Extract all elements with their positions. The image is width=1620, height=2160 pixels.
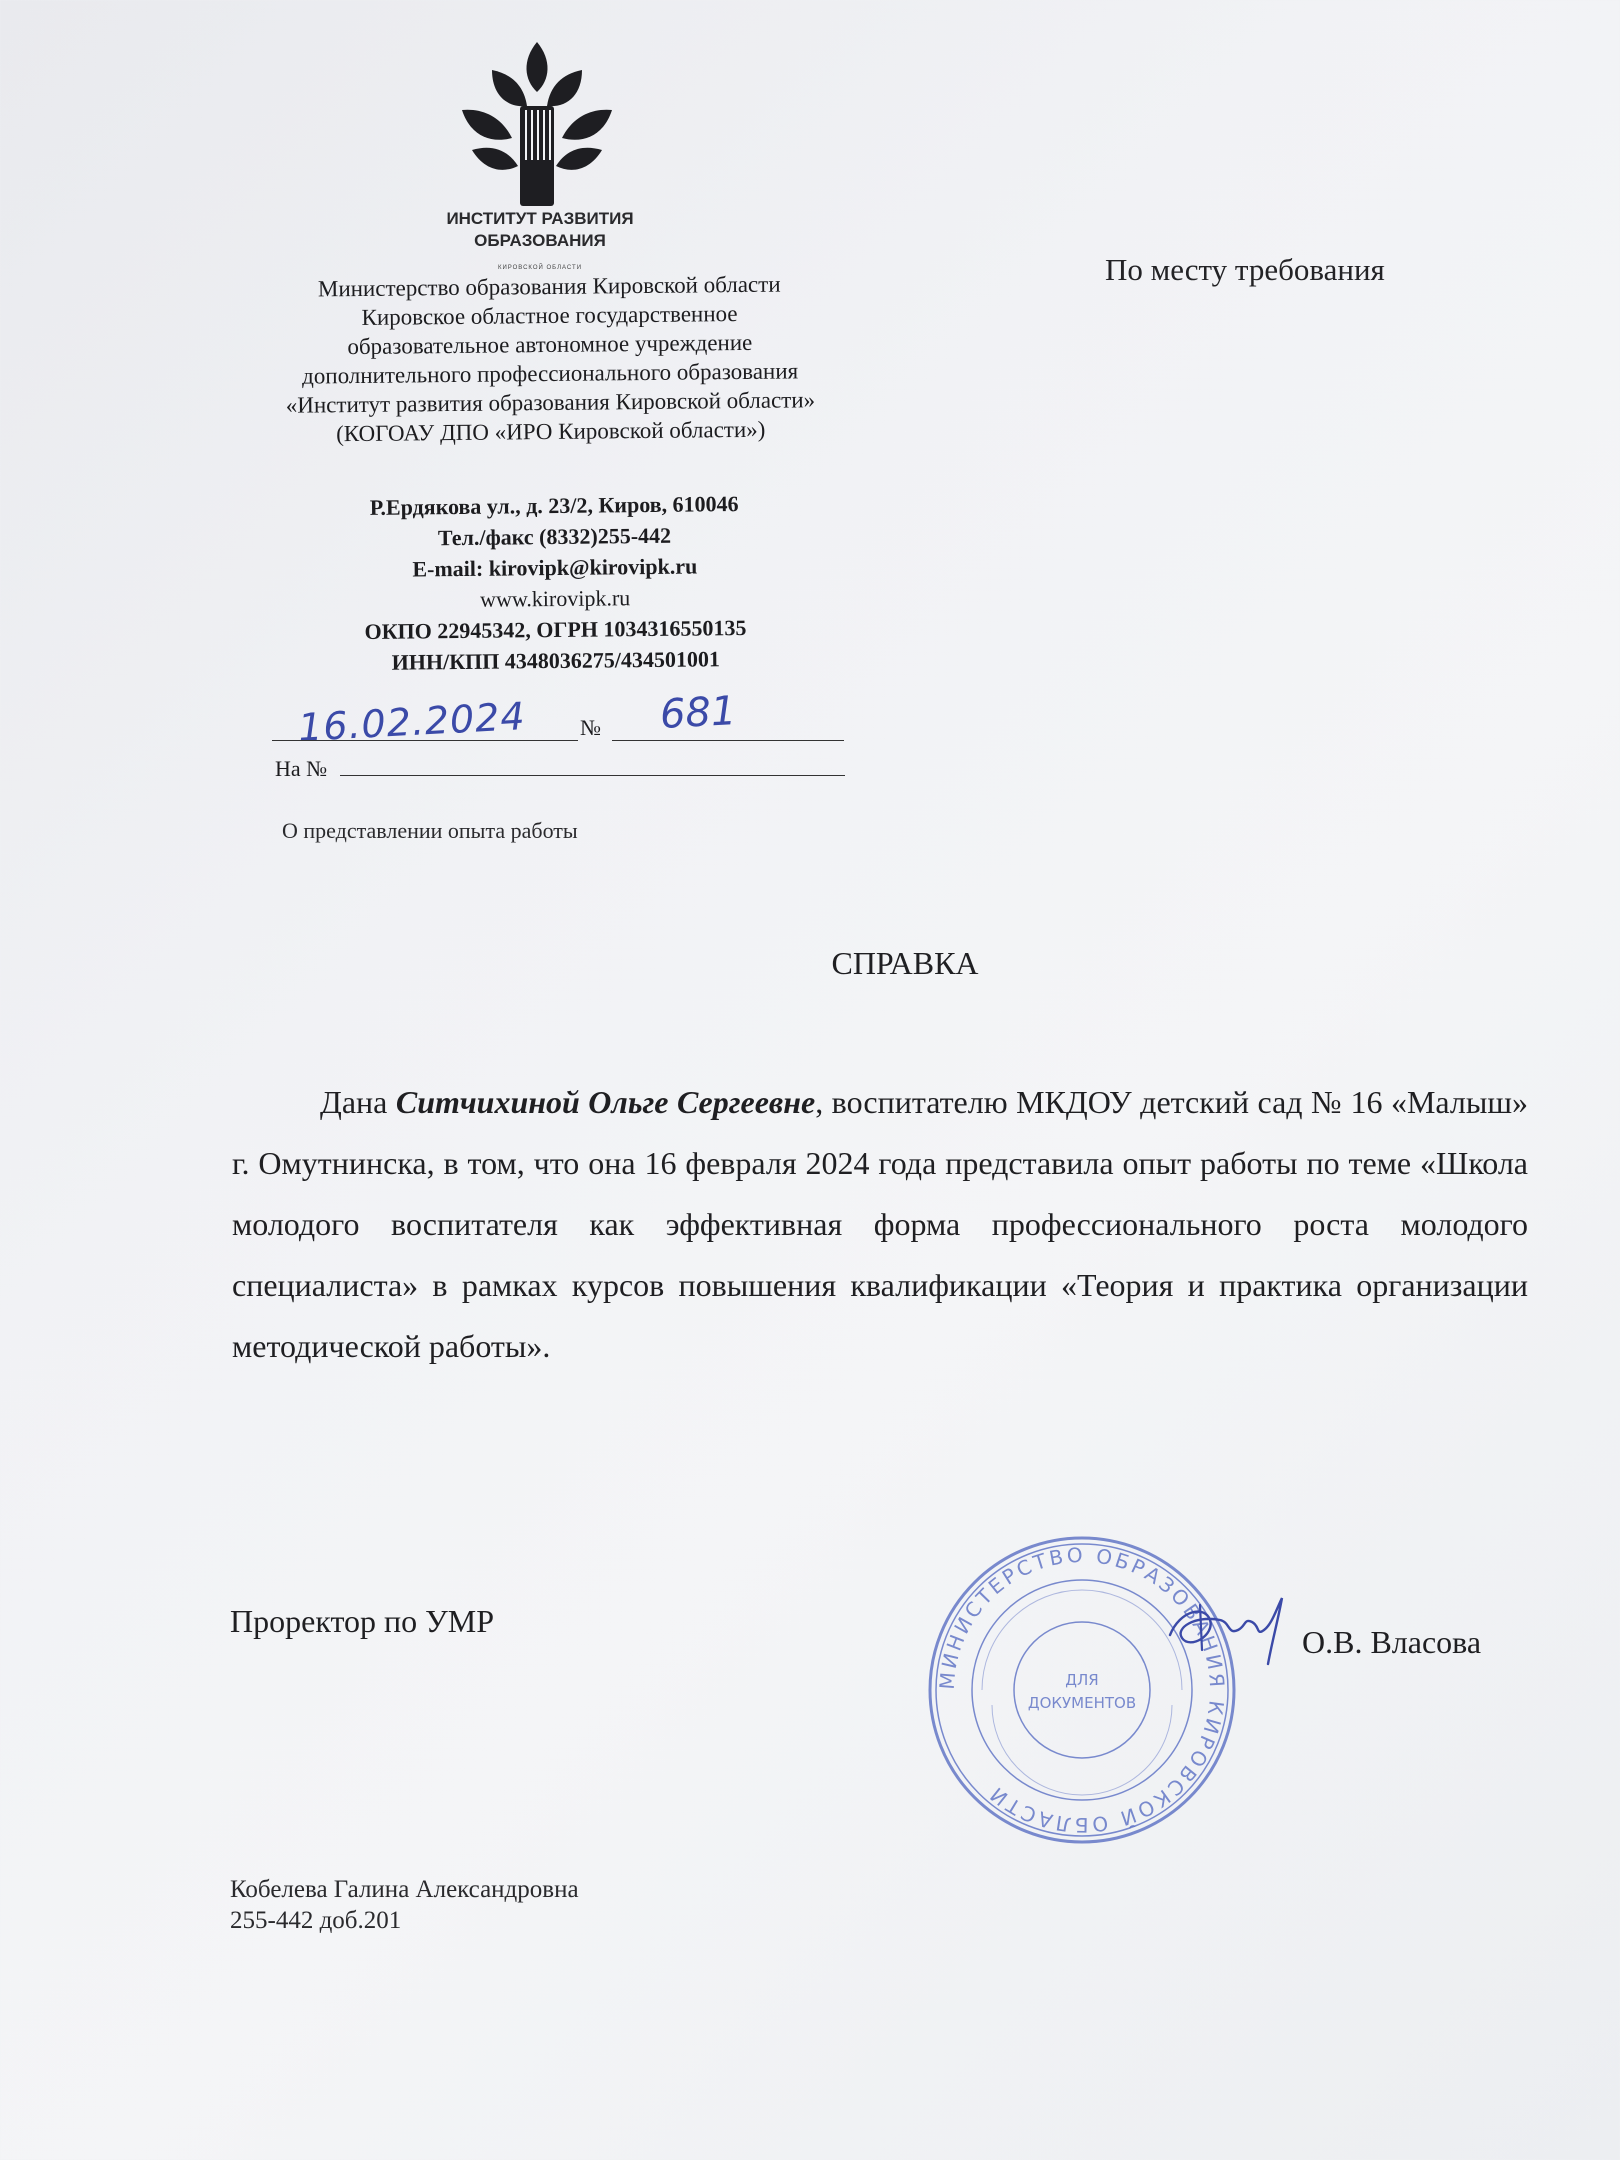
org-line: Министерство образования Кировской области [317, 271, 781, 302]
executor-phone: 255-442 доб.201 [230, 1907, 402, 1934]
inn-kpp: ИНН/КПП 4348036275/434501001 [391, 646, 721, 675]
org-line: «Институт развития образования Кировской области» [285, 387, 816, 418]
institute-logo [452, 40, 622, 210]
number-underline [612, 740, 844, 741]
signatory-position: Проректор по УМР [230, 1603, 495, 1639]
reply-to-underline [340, 775, 845, 776]
handwritten-date: 16.02.2024 [297, 694, 527, 750]
body-prefix: Дана [320, 1084, 396, 1120]
okpo-ogrn: ОКПО 22945342, ОГРН 1034316550135 [364, 614, 747, 644]
signatory-name: О.В. Власова [1302, 1624, 1482, 1660]
stamp-outer-text: МИНИСТЕРСТВО ОБРАЗОВАНИЯ КИРОВСКОЙ ОБЛАСТИ [934, 1542, 1230, 1838]
reply-to-label: На № [275, 756, 328, 781]
letter-subject: О представлении опыта работы [282, 818, 578, 843]
recipient-name: Ситчихиной Ольге Сергеевне [395, 1084, 816, 1120]
org-line: образовательное автономное учреждение [347, 329, 753, 360]
institute-region: КИРОВСКОЙ ОБЛАСТИ [497, 265, 583, 271]
addressee: По месту требования [1105, 252, 1385, 287]
org-line: Кировское областное государственное [361, 301, 738, 330]
organization-block [229, 269, 871, 450]
org-line: дополнительного профессионального образования [301, 358, 799, 389]
handwritten-number: 681 [658, 688, 738, 738]
executor-name: Кобелева Галина Александровна [230, 1876, 579, 1903]
institute-name-line1: ИНСТИТУТ РАЗВИТИЯ [446, 209, 634, 228]
handwritten-signature [1160, 1580, 1300, 1670]
stamp-center-line2: ДОКУМЕНТОВ [1027, 1694, 1137, 1712]
document-title: СПРАВКА [831, 945, 979, 981]
institute-name-line2: ОБРАЗОВАНИЯ [474, 231, 606, 250]
number-label: № [580, 715, 601, 740]
body-text: , воспитателю МКДОУ детский сад № 16 «Малыш» г. Омутнинска, в том, что она 16 февраля 2024 года представила опыт работы по теме «Школа молодого воспитателя как эффективная форма профессионального роста молодого специалиста» в рамках курсов повышения квалификации «Теория и практика организации методической работы». [232, 1084, 1529, 1364]
org-line: (КОГОАУ ДПО «ИРО Кировской области») [336, 416, 766, 447]
website: www.kirovipk.ru [479, 585, 631, 612]
address: Р.Ердякова ул., д. 23/2, Киров, 610046 [369, 491, 739, 520]
institute-name [380, 208, 700, 252]
phone: Тел./факс (8332)255-442 [437, 522, 672, 551]
official-stamp [922, 1530, 1242, 1850]
stamp-center-line1: ДЛЯ [1065, 1671, 1099, 1689]
date-underline [272, 740, 578, 741]
email: E-mail: kirovipk@kirovipk.ru [412, 553, 698, 582]
contact-block [269, 487, 841, 679]
body-paragraph [232, 1072, 1528, 1377]
